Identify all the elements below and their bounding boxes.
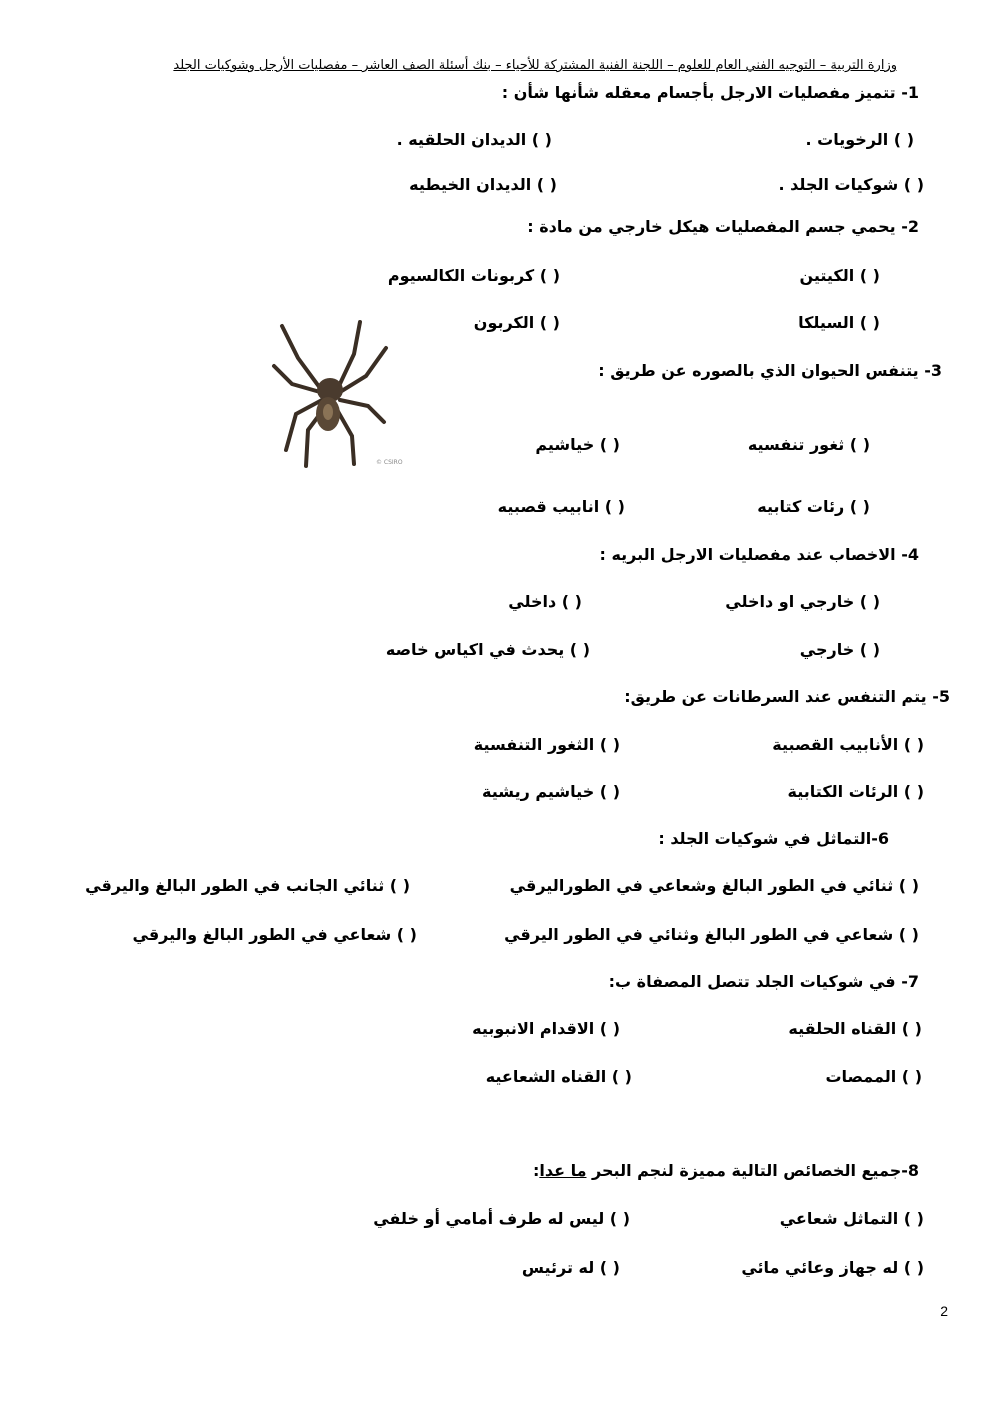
q7-option-b[interactable]: ( ) الاقدام الانبوبيه	[472, 1019, 620, 1038]
q3-option-a[interactable]: ( ) ثغور تنفسيه	[747, 435, 870, 454]
q8-option-b[interactable]: ( ) ليس له طرف أمامي أو خلفي	[373, 1209, 630, 1228]
question-8-text: 8-جميع الخصائص التالية مميزة لنجم البحر	[586, 1161, 919, 1180]
document-header: وزارة التربية – التوجيه الفني العام للعلوم – اللجنة الفنية المشتركة للأحياء – بنك أسئلة الصف العاشر – مفصليات الأرجل وشوكيات الجلد	[173, 58, 897, 73]
q6-option-c[interactable]: ( ) شعاعي في الطور البالغ وثنائي في الطور اليرقي	[504, 925, 919, 944]
q5-option-b[interactable]: ( ) الثغور التنفسية	[473, 735, 620, 754]
q3-option-b[interactable]: ( ) خياشيم	[535, 435, 620, 454]
q2-option-b[interactable]: ( ) كربونات الكالسيوم	[387, 266, 560, 285]
q2-option-d[interactable]: ( ) الكربون	[473, 313, 560, 332]
q1-option-d[interactable]: ( ) الديدان الخيطيه	[409, 175, 557, 194]
spider-icon	[268, 318, 403, 468]
q4-option-a[interactable]: ( ) خارجي او داخلي	[725, 592, 880, 611]
question-6: 6-التماثل في شوكيات الجلد :	[658, 829, 889, 848]
q6-option-b[interactable]: ( ) ثنائي الجانب في الطور البالغ واليرقي	[85, 876, 410, 895]
question-8-except: ما عدا	[539, 1161, 587, 1180]
question-7: 7- في شوكيات الجلد تتصل المصفاة ب:	[608, 972, 919, 991]
question-5: 5- يتم التنفس عند السرطانات عن طريق:	[624, 687, 950, 706]
question-4: 4- الاخصاب عند مفصليات الارجل البريه :	[599, 545, 919, 564]
q7-option-c[interactable]: ( ) الممصات	[825, 1067, 922, 1086]
q6-option-a[interactable]: ( ) ثنائي في الطور البالغ وشعاعي في الطوراليرقي	[509, 876, 919, 895]
q8-option-c[interactable]: ( ) له جهاز وعائي مائي	[741, 1258, 924, 1277]
q5-option-a[interactable]: ( ) الأنابيب القصبية	[772, 735, 924, 754]
q5-option-c[interactable]: ( ) الرئات الكتابية	[787, 782, 924, 801]
q6-option-d[interactable]: ( ) شعاعي في الطور البالغ واليرقي	[132, 925, 417, 944]
question-3: 3- يتنفس الحيوان الذي بالصوره عن طريق :	[598, 361, 942, 380]
q4-option-d[interactable]: ( ) يحدث في اكياس خاصه	[385, 640, 590, 659]
page-number: 2	[940, 1303, 948, 1319]
question-8	[533, 1161, 919, 1180]
question-2: 2- يحمي جسم المفصليات هيكل خارجي من مادة :	[527, 217, 919, 236]
q7-option-a[interactable]: ( ) القناه الحلقيه	[788, 1019, 922, 1038]
q3-option-c[interactable]: ( ) رئات كتابيه	[757, 497, 870, 516]
q2-option-a[interactable]: ( ) الكيتين	[799, 266, 880, 285]
q8-option-a[interactable]: ( ) التماثل شعاعي	[779, 1209, 924, 1228]
q8-option-d[interactable]: ( ) له ترئيس	[521, 1258, 620, 1277]
q1-option-c[interactable]: ( ) شوكيات الجلد .	[778, 175, 924, 194]
q5-option-d[interactable]: ( ) خياشيم ريشية	[482, 782, 620, 801]
q4-option-b[interactable]: ( ) داخلي	[508, 592, 582, 611]
q7-option-d[interactable]: ( ) القناه الشعاعيه	[485, 1067, 632, 1086]
image-caption: © CSIRO	[376, 459, 403, 466]
q1-option-b[interactable]: ( ) الديدان الحلقيه .	[396, 130, 552, 149]
q1-option-a[interactable]: ( ) الرخويات .	[805, 130, 914, 149]
q2-option-c[interactable]: ( ) السيلكا	[798, 313, 880, 332]
question-8-colon: :	[532, 1161, 540, 1180]
question-1: 1- تتميز مفصليات الارجل بأجسام معقله شأنها شأن :	[501, 83, 919, 102]
q4-option-c[interactable]: ( ) خارجي	[799, 640, 880, 659]
q3-option-d[interactable]: ( ) انابيب قصبيه	[497, 497, 625, 516]
